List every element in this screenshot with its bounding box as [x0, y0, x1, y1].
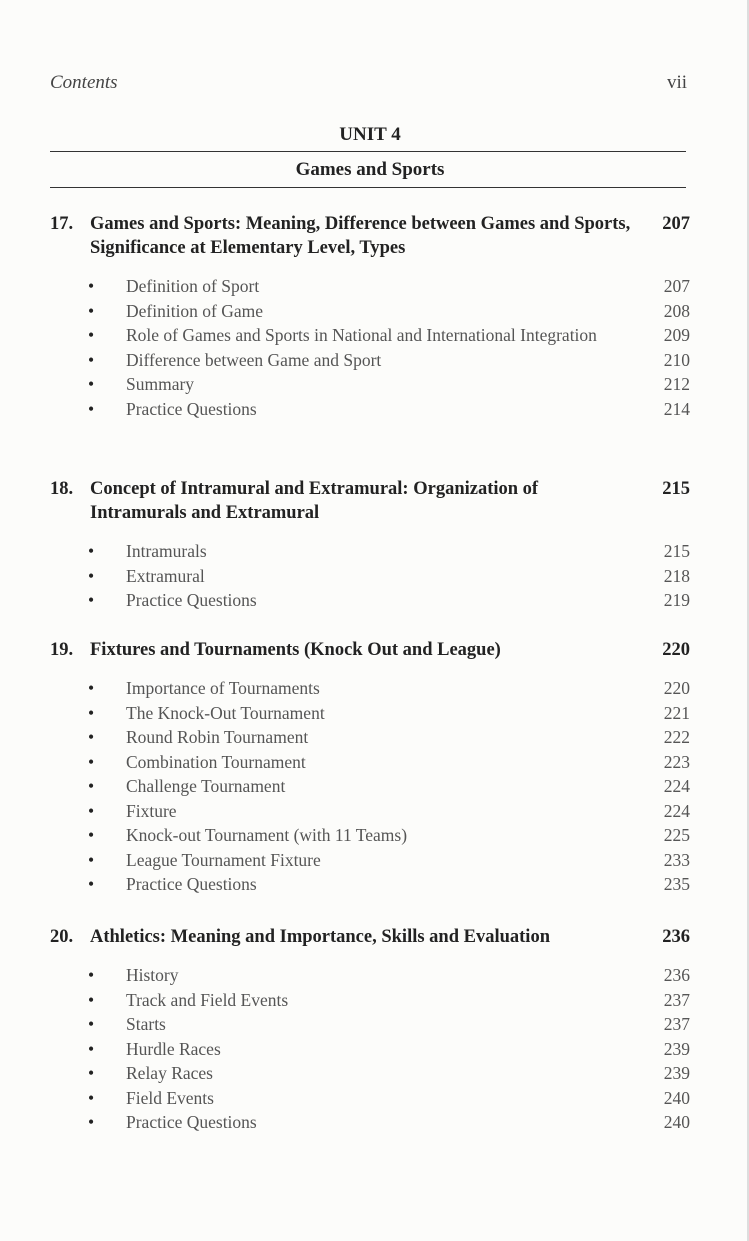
- bullet-icon: •: [88, 1014, 95, 1034]
- chapter-title: Concept of Intramural and Extramural: Organization of Intramurals and Extramural: [90, 479, 539, 523]
- bullet-icon: •: [88, 1112, 95, 1132]
- list-item[interactable]: • Knock-out Tournament (with 11 Teams) 225: [50, 823, 690, 848]
- list-item[interactable]: • Definition of Game 208: [50, 299, 690, 324]
- chapter-title: Games and Sports: Meaning, Difference between Games and Sports, Significance at Elementary Level, Types: [90, 214, 631, 258]
- chapter-18: [50, 477, 690, 613]
- list-item[interactable]: • Field Events 240: [50, 1086, 690, 1111]
- chapter-17: [50, 212, 690, 421]
- divider-bottom: [50, 187, 686, 188]
- list-item[interactable]: • Fixture 224: [50, 799, 690, 824]
- list-item[interactable]: • Practice Questions 219: [50, 588, 690, 613]
- bullet-icon: •: [88, 727, 95, 747]
- page-number: vii: [666, 72, 687, 93]
- chapter-number: 20.: [50, 927, 74, 947]
- chapter-title: Athletics: Meaning and Importance, Skills and Evaluation: [90, 927, 550, 947]
- bullet-icon: •: [88, 300, 95, 321]
- list-item[interactable]: • Practice Questions 240: [50, 1110, 690, 1135]
- list-item[interactable]: • Track and Field Events 237: [50, 988, 690, 1013]
- list-item[interactable]: • Hurdle Races 239: [50, 1037, 690, 1062]
- bullet-icon: •: [88, 800, 95, 821]
- chapter-heading[interactable]: [50, 638, 690, 662]
- chapter-number: 19.: [50, 640, 74, 660]
- chapter-page: 236: [662, 927, 690, 947]
- list-item[interactable]: • The Knock-Out Tournament 221: [50, 701, 690, 726]
- bullet-icon: •: [88, 541, 95, 561]
- chapter-items: [50, 274, 690, 421]
- chapter-20: [50, 925, 690, 1135]
- chapter-19: [50, 638, 690, 897]
- bullet-icon: •: [88, 849, 95, 870]
- divider-top: [50, 151, 686, 152]
- list-item[interactable]: • Starts 237: [50, 1012, 690, 1037]
- bullet-icon: •: [88, 565, 95, 586]
- chapter-items: [50, 539, 690, 613]
- list-item[interactable]: • Round Robin Tournament 222: [50, 725, 690, 750]
- bullet-icon: •: [88, 276, 95, 296]
- list-item[interactable]: • League Tournament Fixture 233: [50, 848, 690, 873]
- bullet-icon: •: [88, 874, 95, 894]
- bullet-icon: •: [88, 590, 95, 610]
- list-item[interactable]: • Combination Tournament 223: [50, 750, 690, 775]
- bullet-icon: •: [88, 398, 95, 419]
- chapter-title: Fixtures and Tournaments (Knock Out and League): [90, 640, 501, 660]
- list-item[interactable]: • Practice Questions 235: [50, 872, 690, 897]
- bullet-icon: •: [88, 1087, 95, 1108]
- chapter-items: [50, 963, 690, 1135]
- list-item[interactable]: • History 236: [50, 963, 690, 988]
- list-item[interactable]: • Extramural 218: [50, 564, 690, 589]
- bullet-icon: •: [88, 776, 95, 796]
- list-item[interactable]: • Role of Games and Sports in National and International Integration 209: [50, 323, 690, 348]
- chapter-heading[interactable]: [50, 477, 690, 525]
- list-item[interactable]: • Definition of Sport 207: [50, 274, 690, 299]
- bullet-icon: •: [88, 989, 95, 1010]
- page-header: [50, 72, 687, 98]
- chapter-page: 207: [662, 214, 690, 234]
- bullet-icon: •: [88, 702, 95, 723]
- chapter-page: 220: [662, 640, 690, 660]
- bullet-icon: •: [88, 374, 95, 394]
- bullet-icon: •: [88, 825, 95, 845]
- section-title: Games and Sports: [295, 159, 445, 180]
- unit-label: UNIT 4: [339, 124, 401, 145]
- list-item[interactable]: • Practice Questions 214: [50, 397, 690, 422]
- bullet-icon: •: [88, 1038, 95, 1059]
- list-item[interactable]: • Intramurals 215: [50, 539, 690, 564]
- chapter-items: [50, 676, 690, 897]
- chapter-number: 17.: [50, 214, 74, 234]
- chapter-heading[interactable]: [50, 212, 690, 260]
- bullet-icon: •: [88, 751, 95, 772]
- chapter-heading[interactable]: [50, 925, 690, 949]
- running-title: Contents: [50, 72, 118, 93]
- chapter-number: 18.: [50, 479, 74, 499]
- bullet-icon: •: [88, 965, 95, 985]
- list-item[interactable]: • Difference between Game and Sport 210: [50, 348, 690, 373]
- list-item[interactable]: • Challenge Tournament 224: [50, 774, 690, 799]
- bullet-icon: •: [88, 349, 95, 370]
- list-item[interactable]: • Importance of Tournaments 220: [50, 676, 690, 701]
- bullet-icon: •: [88, 325, 95, 345]
- bullet-icon: •: [88, 678, 95, 698]
- list-item[interactable]: • Summary 212: [50, 372, 690, 397]
- list-item[interactable]: • Relay Races 239: [50, 1061, 690, 1086]
- chapter-page: 215: [662, 479, 690, 499]
- bullet-icon: •: [88, 1063, 95, 1083]
